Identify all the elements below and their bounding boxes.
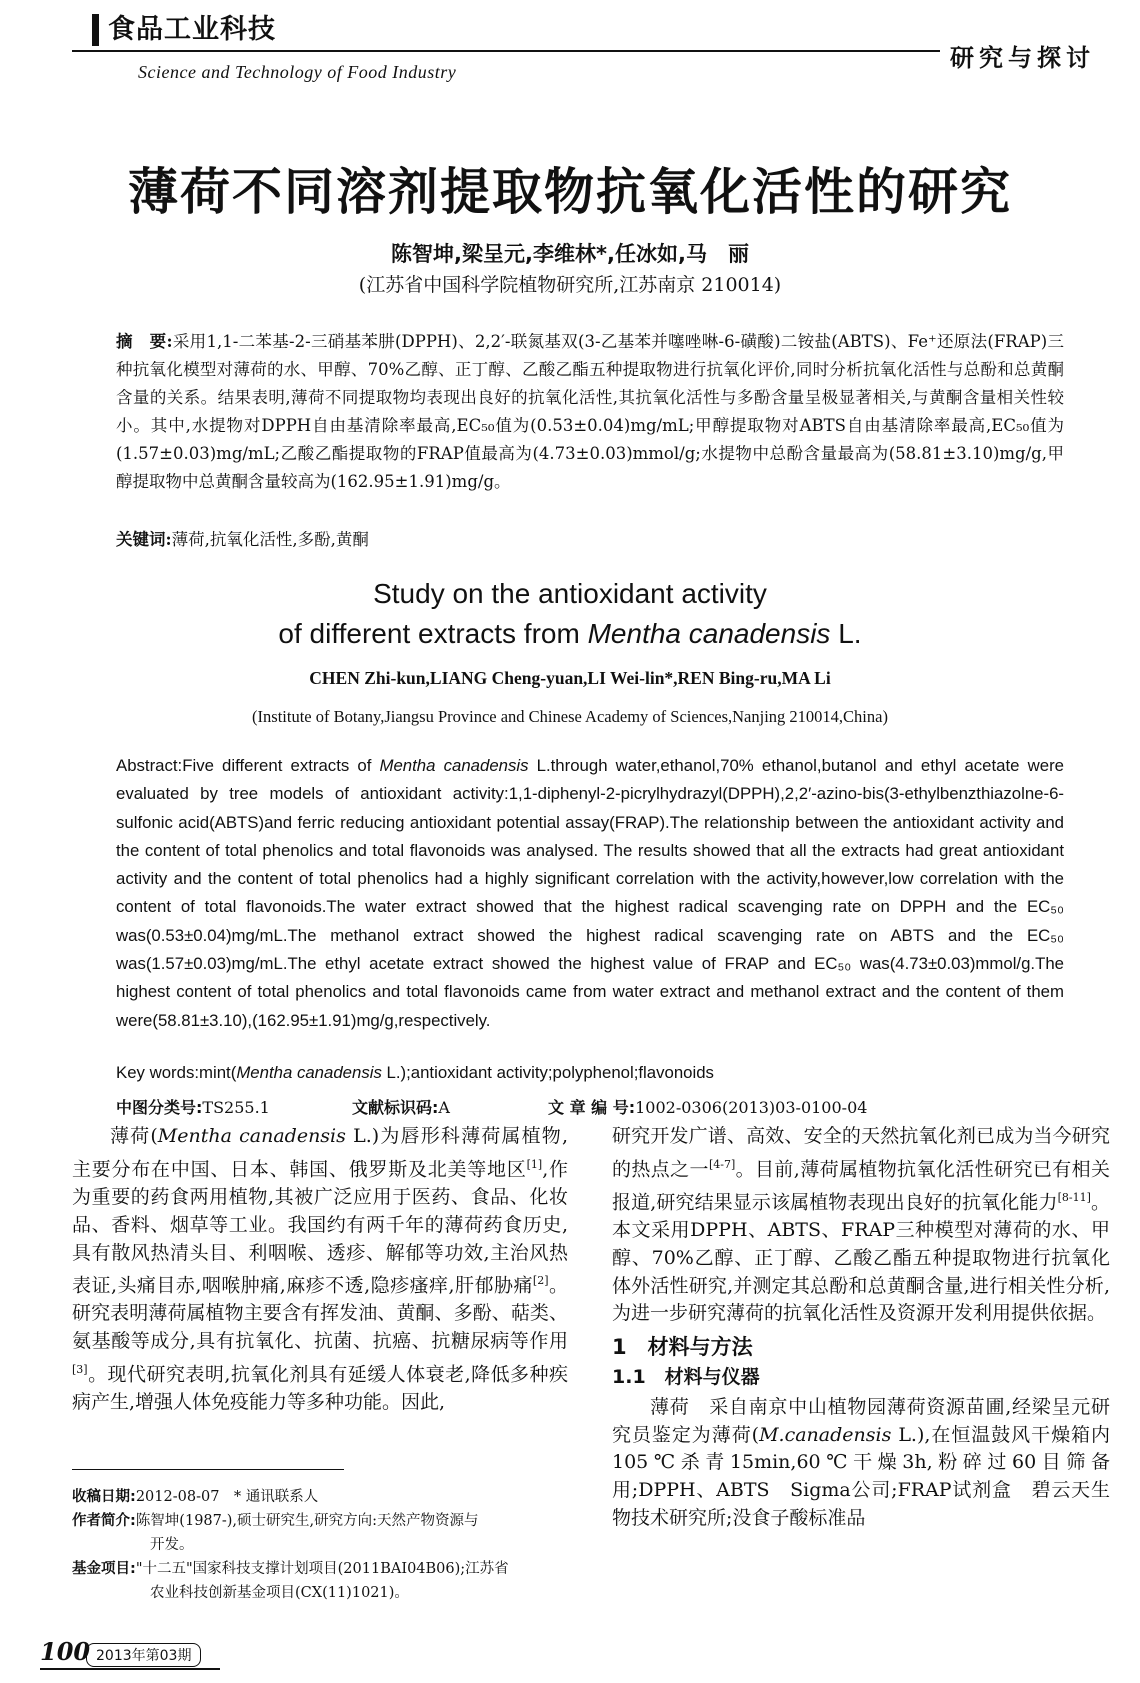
doc-value: A	[438, 1098, 450, 1117]
footer-rule	[40, 1668, 220, 1670]
title-en-pre: of different extracts from	[278, 618, 588, 649]
citation-1: [1]	[526, 1157, 543, 1171]
abstract-en-p2: L.through water,ethanol,70% ethanol,butanol and ethyl acetate were evaluated by tree models of antioxidant activity:1,1-diphenyl-2-picrylhydrazyl(DPPH),2,2′-azino-bis(3-ethylbenzthiazolne-6-sulfonic acid(ABTS)and ferric reducing antioxidant potential assay(FRAP).The relationship between the antioxidant activity and the content of total phenolics and total flavonoids was analysed. The results showed that all the extracts had great antioxidant activity and the content of total phenolics had a highly significant correlation with the activity,however,low correlation with the content of total flavonoids.The water extract showed that the highest radical scavenging rate on DPPH and the EC₅₀ was(0.53±0.04)mg/mL.The methanol extract showed the highest radical scavenging rate on ABTS and the EC₅₀ was(1.57±0.03)mg/mL.The ethyl acetate extract showed the highest value of FRAP and EC₅₀ was(4.73±0.03)mmol/g.The highest content of total phenolics and total flavonoids came from water extract and methanol extract and the content of them were(58.81±3.10),(162.95±1.91)mg/g,respectively.	[116, 756, 1064, 1030]
doc-code	[352, 1095, 548, 1118]
materials-text-b: L.),在恒温鼓风干燥箱内105℃杀青15min,60℃干燥3h,粉碎过60目筛备用;DPPH、ABTS Sigma公司;FRAP试剂盒 碧云天生物技术研究所;没食子酸标准品	[612, 1423, 1110, 1530]
body-column-right	[612, 1123, 1110, 1533]
abstract-en-p1: Five different extracts of	[182, 756, 380, 775]
keywords-en-p2: L.);antioxidant activity;polyphenol;flavonoids	[381, 1063, 714, 1082]
article-number	[548, 1095, 867, 1118]
article-label: 文 章 编 号:	[548, 1098, 636, 1117]
citation-3: [3]	[72, 1363, 88, 1377]
bio-value-1: 陈智坤(1987-),硕士研究生,研究方向:天然产物资源与	[135, 1513, 479, 1529]
keywords-en-p1: mint(	[199, 1063, 237, 1082]
abstract-zh	[116, 328, 1064, 496]
intro-text-c: ,作为重要的药食两用植物,其被广泛应用于医药、食品、化妆品、香料、烟草等工业。我国约有两千年的薄荷药食历史,具有散风热清头目、利咽喉、透疹、解郁等功效,主治风热表证,头痛目赤,咽喉肿痛,麻疹不透,隐疹瘙痒,肝郁胁痛	[72, 1158, 568, 1297]
page-number: 100	[40, 1637, 91, 1666]
clc-number	[116, 1095, 352, 1118]
bio-label: 作者简介:	[72, 1513, 136, 1529]
keywords-zh-label: 关键词:	[116, 530, 172, 549]
intro-text-d: 。研究表明薄荷属植物主要含有挥发油、黄酮、多酚、萜类、氨基酸等成分,具有抗氧化、抗菌、抗癌、抗糖尿病等作用	[72, 1274, 568, 1353]
abstract-en-species: Mentha canadensis	[379, 756, 529, 775]
intro-text-b: L.)为唇形科薄荷属植物,主要分布在中国、日本、韩国、俄罗斯及北美等地区	[72, 1125, 568, 1181]
citation-8-11: [8-11]	[1057, 1190, 1091, 1204]
keywords-zh	[116, 526, 1064, 550]
intro-cont-c: 。本文采用DPPH、ABTS、FRAP三种模型对薄荷的水、甲醇、70%乙醇、正丁醇、乙酸乙酯五种提取物进行抗氧化体外活性研究,并测定其总酚和总黄酮含量,进行相关性分析,为进一步研究薄荷的抗氧化活性及资源开发利用提供依据。	[612, 1191, 1110, 1325]
materials-species: M.canadensis	[759, 1423, 892, 1446]
materials-paragraph	[612, 1394, 1110, 1533]
citation-4-7: [4-7]	[708, 1157, 736, 1171]
paper-title-en-line1: Study on the antioxidant activity	[373, 578, 767, 609]
journal-name-en: Science and Technology of Food Industry	[138, 62, 457, 82]
clc-label: 中图分类号:	[116, 1098, 203, 1117]
section-heading-1-1: 1.1 材料与仪器	[612, 1366, 760, 1389]
header-rule	[72, 50, 940, 52]
footnotes	[72, 1485, 572, 1605]
clc-value: TS255.1	[202, 1098, 270, 1117]
doc-label: 文献标识码:	[352, 1098, 439, 1117]
article-value: 1002-0306(2013)03-0100-04	[635, 1098, 868, 1117]
citation-2: [2]	[532, 1274, 549, 1288]
classification-line	[116, 1095, 1064, 1118]
author-bio	[72, 1509, 572, 1533]
keywords-en-species: Mentha canadensis	[236, 1063, 382, 1082]
funding	[72, 1557, 572, 1581]
received-value: 2012-08-07	[135, 1489, 220, 1505]
abstract-zh-label: 摘 要:	[116, 332, 173, 351]
intro-species: Mentha canadensis	[157, 1125, 346, 1147]
body-column-left	[72, 1123, 568, 1417]
keywords-en-label: Key words:	[116, 1063, 200, 1082]
intro-paragraph	[72, 1123, 568, 1417]
corresponding-note: * 通讯联系人	[233, 1489, 319, 1505]
intro-text-a: 薄荷(	[110, 1125, 158, 1147]
authors-en: CHEN Zhi-kun,LIANG Cheng-yuan,LI Wei-lin*,REN Bing-ru,MA Li	[309, 668, 831, 688]
fund-value-1: "十二五"国家科技支撑计划项目(2011BAI04B06);江苏省	[135, 1561, 509, 1577]
paper-title-zh: 薄荷不同溶剂提取物抗氧化活性的研究	[128, 162, 1012, 221]
journal-logo-zh: 食品工业科技	[92, 14, 276, 46]
intro-text-e: 。现代研究表明,抗氧化剂具有延缓人体衰老,降低多种疾病产生,增强人体免疫能力等多种功能。因此,	[72, 1363, 568, 1414]
materials-text-a: 薄荷 采自南京中山植物园薄荷资源苗圃,经梁呈元研究员鉴定为薄荷(	[612, 1395, 1110, 1446]
abstract-en	[116, 752, 1064, 1035]
author-bio-cont: 开发。	[150, 1537, 194, 1553]
section-heading-1: 1 材料与方法	[612, 1335, 753, 1360]
received-date	[72, 1485, 572, 1509]
footnote-rule	[72, 1469, 344, 1470]
intro-cont-b: 。目前,薄荷属植物抗氧化活性研究已有相关报道,研究结果显示该属植物表现出良好的抗氧化能力	[612, 1158, 1110, 1214]
affiliation-zh: (江苏省中国科学院植物研究所,江苏南京 210014)	[358, 274, 782, 296]
funding-cont: 农业科技创新基金项目(CX(11)1021)。	[150, 1585, 409, 1601]
title-en-post: L.	[830, 618, 862, 649]
intro-continued	[612, 1123, 1110, 1328]
fund-label: 基金项目:	[72, 1561, 136, 1577]
abstract-en-label: Abstract:	[116, 756, 183, 775]
issue-label: 2013年第03期	[86, 1643, 201, 1667]
keywords-en	[116, 1063, 1064, 1083]
intro-cont-a: 研究开发广谱、高效、安全的天然抗氧化剂已成为当今研究的热点之一	[612, 1125, 1110, 1181]
received-label: 收稿日期:	[72, 1489, 136, 1505]
keywords-zh-text: 薄荷,抗氧化活性,多酚,黄酮	[171, 530, 369, 549]
abstract-zh-text: 采用1,1-二苯基-2-三硝基苯肼(DPPH)、2,2′-联氮基双(3-乙基苯并噻唑啉-6-磺酸)二铵盐(ABTS)、Fe⁺还原法(FRAP)三种抗氧化模型对薄荷的水、甲醇、70%乙醇、正丁醇、乙酸乙酯五种提取物进行抗氧化评价,同时分析抗氧化活性与总酚和总黄酮含量的关系。结果表明,薄荷不同提取物均表现出良好的抗氧化活性,其抗氧化活性与多酚含量呈极显著相关,与黄酮含量相关性较小。其中,水提物对DPPH自由基清除率最高,EC₅₀值为(0.53±0.04)mg/mL;甲醇提取物对ABTS自由基清除率最高,EC₅₀值为(1.57±0.03)mg/mL;乙酸乙酯提取物的FRAP值最高为(4.73±0.03)mmol/g;水提物中总酚含量最高为(58.81±3.10)mg/g,甲醇提取物中总黄酮含量较高为(162.95±1.91)mg/g。	[116, 332, 1064, 491]
affiliation-en: (Institute of Botany,Jiangsu Province and Chinese Academy of Sciences,Nanjing 210014,China)	[252, 707, 888, 726]
paper-title-en-line2	[0, 618, 1140, 650]
authors-zh: 陈智坤,梁呈元,李维林*,任冰如,马 丽	[391, 242, 749, 266]
section-label: 研究与探讨	[950, 43, 1095, 72]
title-en-species: Mentha canadensis	[587, 618, 831, 649]
